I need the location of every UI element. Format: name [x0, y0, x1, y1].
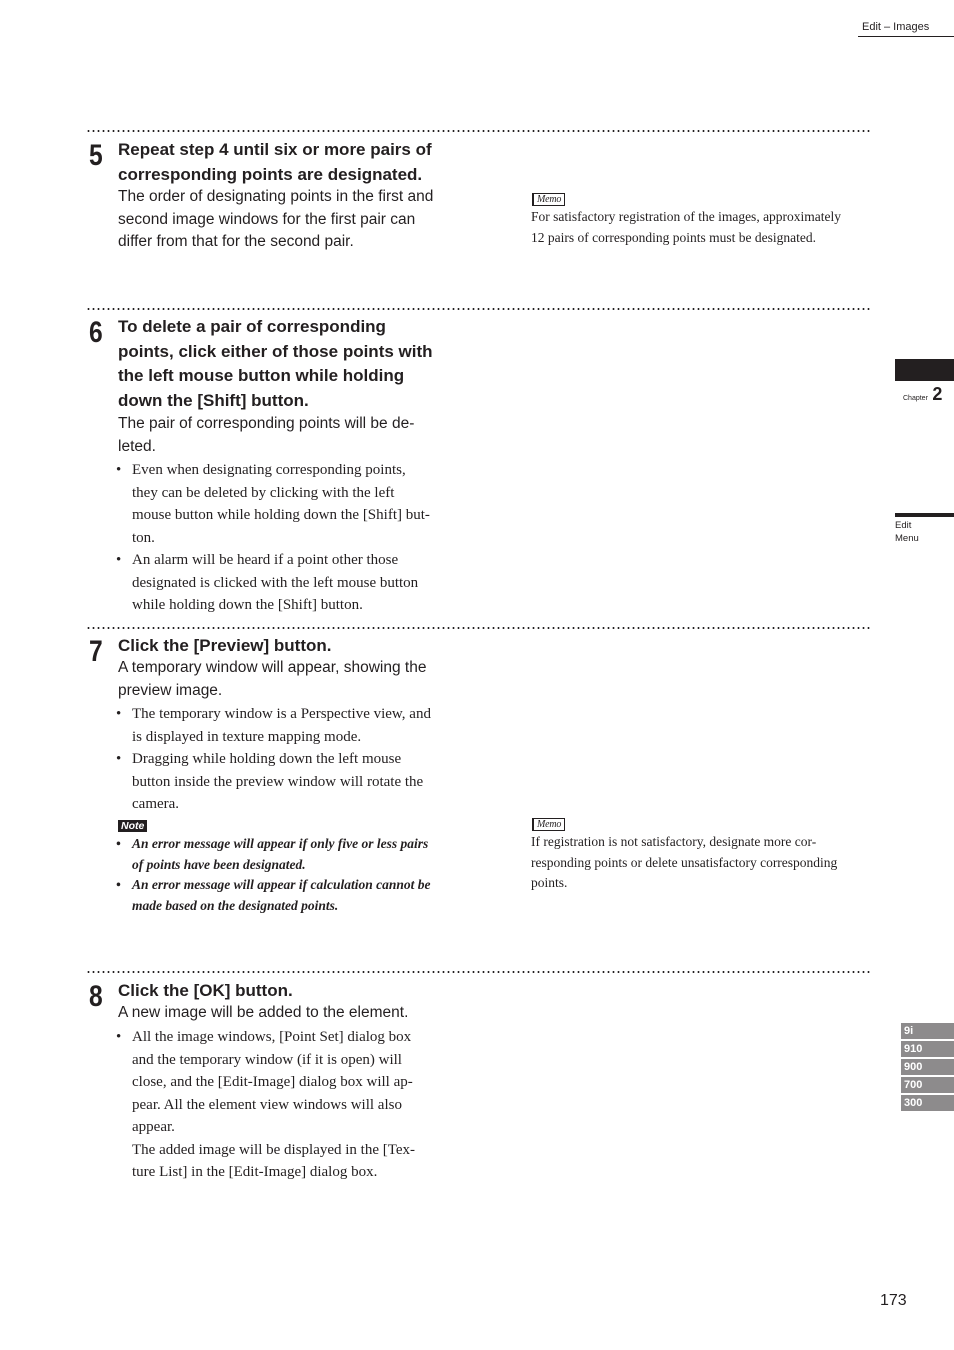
title-line: corresponding points are designated. — [118, 164, 423, 184]
step-8-number: 8 — [89, 980, 103, 1013]
title-line: Click the [Preview] button. — [118, 636, 332, 655]
header-rule — [858, 36, 954, 37]
memo-line: responding points or delete unsatisfactory corresponding — [531, 854, 838, 870]
bullet-item — [116, 1026, 415, 1184]
bullet-dot: • — [116, 1029, 122, 1045]
bullet-line: they can be deleted by clicking with the left — [132, 484, 395, 501]
bullet-dot: • — [116, 552, 122, 568]
memo-line: 12 pairs of corresponding points must be designated. — [531, 229, 816, 245]
bullet-item — [116, 549, 430, 617]
step-7-note — [116, 834, 431, 916]
section-tab-bar — [895, 513, 954, 517]
version-tab: 910 — [901, 1041, 954, 1057]
bullet-line: An alarm will be heard if a point other those — [132, 552, 399, 568]
step-7-body — [118, 657, 426, 702]
chapter-tab-bar — [895, 359, 954, 381]
step-6-number: 6 — [89, 316, 103, 349]
bullet-line: Even when designating corresponding points, — [132, 462, 406, 478]
title-line: points, click either of those points with — [118, 341, 433, 361]
bullet-line: mouse button while holding down the [Shift] but- — [132, 507, 430, 523]
body-line: A temporary window will appear, showing the — [118, 659, 427, 676]
memo-text — [531, 207, 841, 248]
chapter-number: 2 — [932, 384, 943, 404]
bullet-item — [116, 459, 430, 549]
bullet-line: pear. All the element view windows will also — [132, 1096, 402, 1113]
step-8-title — [118, 979, 293, 1004]
version-tab: 300 — [901, 1095, 954, 1111]
bullet-line: designated is clicked with the left mouse button — [132, 574, 419, 591]
dotted-divider — [86, 971, 872, 973]
dotted-divider — [86, 130, 872, 132]
title-line: To delete a pair of corresponding — [118, 317, 386, 336]
step-5-body — [118, 186, 433, 254]
bullet-line: ture List] in the [Edit-Image] dialog box. — [132, 1164, 378, 1180]
step-7-number: 7 — [89, 635, 103, 668]
step-6-body — [118, 413, 414, 458]
memo-text — [531, 832, 837, 894]
step-5-title — [118, 138, 432, 187]
bullet-line: camera. — [132, 796, 180, 812]
section-line: Edit — [895, 520, 912, 531]
bullet-line: appear. — [132, 1119, 175, 1135]
note-item — [116, 875, 431, 916]
step-6-title — [118, 315, 433, 414]
bullet-line: All the image windows, [Point Set] dialog box — [132, 1029, 412, 1045]
version-tab: 700 — [901, 1077, 954, 1093]
chapter-word: Chapter — [903, 395, 928, 402]
body-line: preview image. — [118, 681, 223, 699]
running-header: Edit – Images — [862, 21, 930, 33]
title-line: Click the [OK] button. — [118, 981, 293, 1000]
bullet-line: The added image will be displayed in the [Tex- — [132, 1141, 416, 1158]
title-line: down the [Shift] button. — [118, 391, 309, 411]
memo-line: If registration is not satisfactory, designate more cor- — [531, 834, 817, 849]
step-8-body — [118, 1002, 408, 1025]
memo-icon: Memo — [532, 818, 565, 831]
note-item — [116, 834, 431, 875]
step-6-bullets — [116, 459, 430, 617]
bullet-line: ton. — [132, 529, 155, 546]
body-line: The order of designating points in the first and — [118, 188, 434, 205]
version-tab: 900 — [901, 1059, 954, 1075]
memo-icon: Memo — [532, 193, 565, 206]
title-line: the left mouse button while holding — [118, 366, 405, 386]
note-icon: Note — [118, 820, 147, 832]
version-tab: 9i — [901, 1023, 954, 1039]
dotted-divider — [86, 627, 872, 629]
bullet-dot: • — [116, 462, 122, 478]
bullet-line: close, and the [Edit-Image] dialog box will ap- — [132, 1074, 413, 1090]
bullet-item — [116, 748, 431, 816]
title-line: Repeat step 4 until six or more pairs of — [118, 140, 432, 159]
bullet-dot: • — [116, 751, 122, 767]
bullet-item — [116, 703, 431, 748]
version-tabs — [901, 1023, 954, 1113]
bullet-line: while holding down the [Shift] button. — [132, 597, 363, 613]
page-number: 173 — [880, 1292, 907, 1309]
bullet-line: The temporary window is a Perspective view, and — [132, 706, 431, 722]
note-line: made based on the designated points. — [132, 897, 339, 913]
bullet-dot: • — [116, 836, 121, 851]
memo-line: For satisfactory registration of the images, approximately — [531, 209, 842, 224]
body-line: The pair of corresponding points will be de- — [118, 415, 415, 432]
step-5-number: 5 — [89, 139, 103, 172]
step-7-title — [118, 634, 331, 659]
step-8-bullets — [116, 1026, 415, 1184]
body-line: leted. — [118, 437, 156, 455]
bullet-line: is displayed in texture mapping mode. — [132, 728, 362, 745]
body-line: differ from that for the second pair. — [118, 233, 354, 251]
chapter-label — [903, 384, 942, 405]
bullet-line: and the temporary window (if it is open) will — [132, 1051, 402, 1068]
section-line: Menu — [895, 533, 919, 544]
bullet-dot: • — [116, 877, 121, 893]
dotted-divider — [86, 308, 872, 310]
bullet-line: Dragging while holding down the left mouse — [132, 751, 402, 767]
note-line: An error message will appear if calculation cannot be — [132, 877, 431, 893]
note-line: of points have been designated. — [132, 856, 306, 872]
bullet-line: button inside the preview window will rotate the — [132, 773, 424, 790]
body-line: A new image will be added to the element. — [118, 1004, 409, 1021]
note-line: An error message will appear if only five or less pairs — [132, 836, 429, 851]
memo-line: points. — [531, 875, 568, 890]
section-tab-label — [895, 519, 919, 545]
step-7-bullets — [116, 703, 431, 816]
bullet-dot: • — [116, 706, 122, 722]
body-line: second image windows for the first pair can — [118, 210, 416, 228]
